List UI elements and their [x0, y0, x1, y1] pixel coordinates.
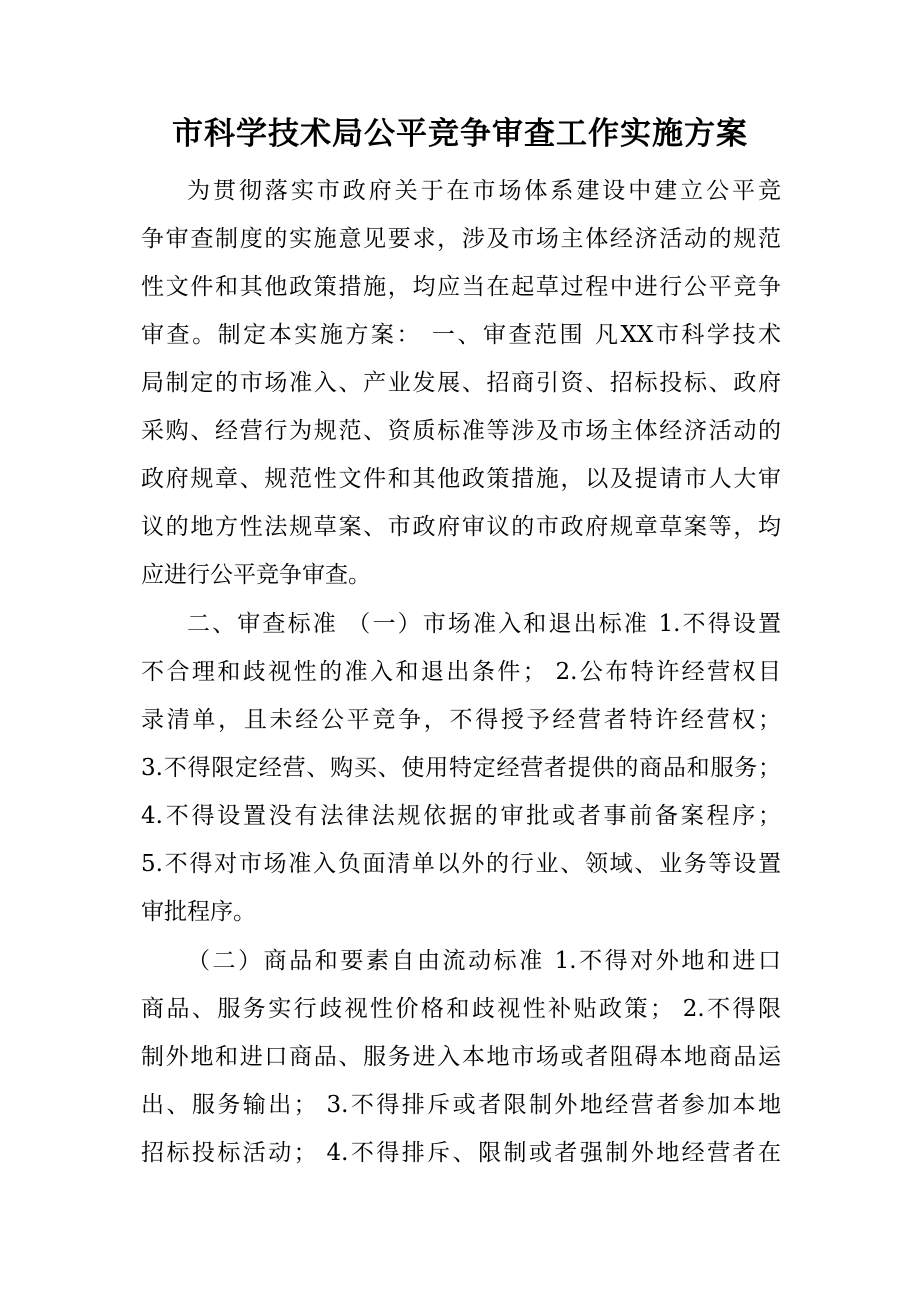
paragraph-line: 出、服务输出； 3.不得排斥或者限制外地经营者参加本地: [141, 1092, 781, 1118]
paragraph-line: 性文件和其他政策措施，均应当在起草过程中进行公平竞争: [141, 274, 781, 300]
paragraph-line: 审批程序。: [141, 899, 256, 925]
paragraph-line: （二）商品和要素自由流动标准 1.不得对外地和进口: [187, 948, 781, 974]
paragraph-line: 争审查制度的实施意见要求，涉及市场主体经济活动的规范: [141, 226, 781, 252]
paragraph-line: 议的地方性法规草案、市政府审议的市政府规章草案等，均: [141, 514, 781, 540]
paragraph-line: 5.不得对市场准入负面清单以外的行业、领域、业务等设置: [141, 851, 781, 877]
paragraph-line: 商品、服务实行歧视性价格和歧视性补贴政策； 2.不得限: [141, 996, 781, 1022]
paragraph-line: 4.不得设置没有法律法规依据的审批或者事前备案程序；: [141, 803, 781, 829]
paragraph-market-access: [141, 600, 781, 936]
paragraph-line: 不合理和歧视性的准入和退出条件； 2.公布特许经营权目: [141, 659, 781, 685]
paragraph-line: 应进行公平竞争审查。: [141, 562, 371, 588]
paragraph-line: 3.不得限定经营、购买、使用特定经营者提供的商品和服务；: [141, 755, 781, 781]
paragraph-scope: [141, 167, 781, 599]
paragraph-line: 制外地和进口商品、服务进入本地市场或者阻碍本地商品运: [141, 1044, 781, 1070]
paragraph-line: 采购、经营行为规范、资质标准等涉及市场主体经济活动的: [141, 418, 781, 444]
paragraph-line: 政府规章、规范性文件和其他政策措施，以及提请市人大审: [141, 466, 781, 492]
paragraph-line: 招标投标活动； 4.不得排斥、限制或者强制外地经营者在: [141, 1140, 781, 1166]
document-title: 市科学技术局公平竞争审查工作实施方案: [172, 116, 748, 152]
paragraph-line: 二、审查标准 （一）市场准入和退出标准 1.不得设置: [187, 611, 781, 637]
paragraph-free-flow: [141, 937, 781, 1177]
paragraph-line: 局制定的市场准入、产业发展、招商引资、招标投标、政府: [141, 370, 781, 396]
paragraph-line: 审查。制定本实施方案： 一、审查范围 凡XX市科学技术: [141, 322, 781, 348]
paragraph-line: 为贯彻落实市政府关于在市场体系建设中建立公平竞: [187, 178, 781, 204]
paragraph-line: 录清单，且未经公平竞争，不得授予经营者特许经营权；: [141, 707, 781, 733]
